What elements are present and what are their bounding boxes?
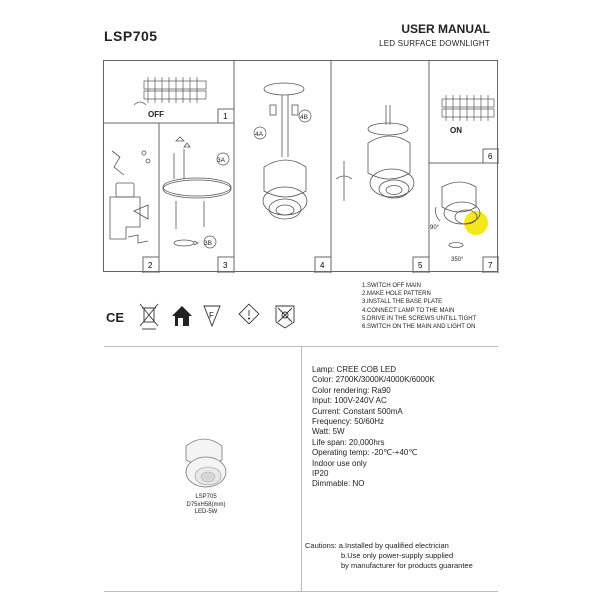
step-5: 5.DRIVE IN THE SCREWS UNTILL TIGHT — [362, 315, 477, 322]
panel-2-drill — [110, 151, 150, 243]
spec-dimmable: Dimmable: NO — [312, 479, 365, 489]
spec-input: Input: 100V-240V AC — [312, 396, 387, 406]
tilt-label: 90° — [430, 225, 440, 231]
step-3: 3.INSTALL THE BASE PLATE — [362, 299, 443, 306]
caution-b: b.Use only power-supply supplied — [341, 551, 454, 560]
on-label: ON — [450, 126, 462, 135]
ce-mark-icon: CE — [106, 310, 125, 325]
panel-7-tilt-rotate — [436, 182, 489, 248]
caution-b-continued: by manufacturer for products guarantee — [341, 561, 473, 570]
indoor-house-icon — [172, 306, 192, 326]
tag-3b: 3B — [204, 240, 212, 247]
panel-4-connect-lamp — [263, 83, 307, 219]
panel-number-6: 6 — [488, 152, 493, 161]
warning-diamond-icon — [239, 304, 259, 324]
installation-diagram-svg — [104, 61, 499, 273]
installation-steps — [362, 282, 476, 331]
panel-number-4: 4 — [320, 261, 325, 270]
panel-1-terminal-off — [134, 77, 206, 105]
spec-color-rendering: Color rendering: Ra90 — [312, 385, 391, 395]
off-label: OFF — [148, 110, 164, 119]
model-number: LSP705 — [104, 28, 158, 44]
product-source: LED-5W — [194, 509, 218, 515]
caution-a: Cautions: a.Installed by qualified electrician — [305, 541, 449, 550]
spec-life-span: Life span: 20,000hrs — [312, 437, 385, 447]
cautions — [305, 541, 473, 571]
downlight-icon — [180, 432, 230, 492]
certification-symbols-svg — [104, 302, 319, 332]
rotate-label: 350° — [451, 257, 464, 263]
spec-frequency: Frequency: 50/60Hz — [312, 417, 385, 427]
spec-indoor: Indoor use only — [312, 458, 367, 468]
spec-watt: Watt: 5W — [312, 427, 345, 437]
step-1: 1.SWITCH OFF MAIN — [362, 283, 421, 289]
product-drawing — [180, 432, 230, 492]
spec-operating-temp: Operating temp: -20℃-+40℃ — [312, 448, 418, 458]
spec-current: Current: Constant 500mA — [312, 406, 403, 416]
step-6: 6.SWITCH ON THE MAIN AND LIGHT ON — [362, 324, 476, 331]
panel-number-1: 1 — [223, 112, 228, 121]
panel-5-drive-screws — [336, 105, 414, 201]
tag-4a: 4A — [255, 131, 263, 138]
product-size: D75xH58(mm) — [186, 501, 226, 508]
weee-bin-icon — [140, 304, 158, 329]
no-insulation-cover-icon — [276, 306, 294, 328]
panel-6-terminal-on — [442, 95, 494, 121]
installation-diagram — [103, 60, 498, 272]
product-model: LSP705 — [195, 494, 217, 500]
spec-ip-rating: IP20 — [312, 469, 329, 479]
panel-number-7: 7 — [488, 261, 493, 270]
panel-number-3: 3 — [223, 261, 228, 270]
f-mark-label: F — [209, 311, 214, 320]
manual-title: USER MANUAL — [401, 22, 490, 36]
product-label — [176, 494, 236, 517]
spec-color: Color: 2700K/3000K/4000K/6000K — [312, 375, 435, 385]
step-2: 2.MAKE HOLE PATTERN — [362, 291, 431, 298]
certification-symbols — [104, 302, 319, 332]
step-4: 4.CONNECT LAMP TO THE MAIN — [362, 307, 455, 314]
tag-4b: 4B — [300, 114, 308, 121]
section-divider-bottom — [104, 591, 498, 592]
tag-3a: 3A — [217, 157, 225, 164]
panel-number-2: 2 — [148, 261, 153, 270]
manual-subtitle: LED SURFACE DOWNLIGHT — [379, 39, 490, 48]
section-divider-vertical — [301, 346, 302, 591]
panel-number-5: 5 — [418, 261, 423, 270]
spec-lamp: Lamp: CREE COB LED — [312, 365, 397, 374]
specifications — [312, 365, 435, 490]
